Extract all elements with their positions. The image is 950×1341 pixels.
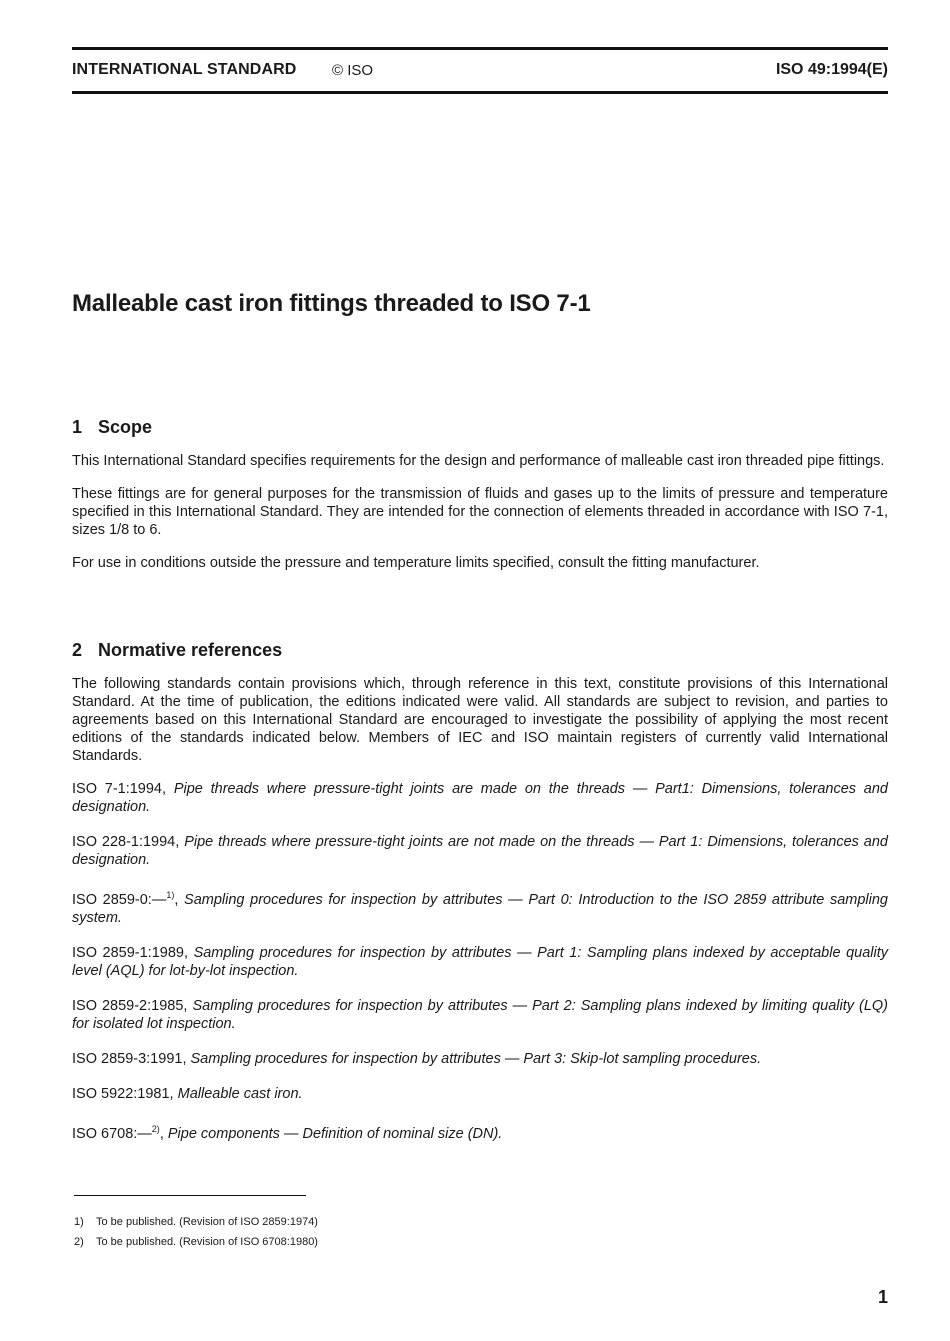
footnote-mark: 2)	[74, 1236, 84, 1248]
reference-title: Sampling procedures for inspection by attributes — Part 0: Introduction to the ISO 2859 attribute sampling system.	[72, 891, 888, 926]
reference-code: ISO 7-1:1994,	[72, 781, 167, 797]
references-intro: The following standards contain provisions which, through reference in this text, constitute provisions of this International Standard. At the time of publication, the editions indicated were valid. All standards are subject to revision, and parties to agreements based on this International Standard are encouraged to investigate the possibility of applying the most recent editions of the standards indicated below. Members of IEC and ISO maintain registers of currently valid International Standards.	[72, 676, 888, 764]
reference-code: ISO 6708:—	[72, 1125, 152, 1142]
reference-code: ISO 228-1:1994,	[72, 834, 180, 850]
section-heading-references	[72, 640, 888, 661]
reference-item	[72, 944, 888, 980]
reference-code: ISO 2859-3:1991,	[72, 1050, 187, 1067]
reference-code: ISO 2859-1:1989,	[72, 944, 188, 961]
reference-item	[72, 997, 888, 1033]
reference-code: ISO 5922:1981,	[72, 1085, 174, 1102]
header-standard-label: INTERNATIONAL STANDARD	[72, 61, 297, 78]
section-number: 1	[72, 417, 83, 437]
footnote-mark: 1)	[74, 1216, 84, 1228]
reference-title: Sampling procedures for inspection by attributes — Part 1: Sampling plans indexed by acceptable quality level (AQL) for lot-by-lot inspection.	[72, 944, 888, 979]
reference-item: ISO 2859-0:—$^{1)}$, Sampling procedures for inspection by attributes — Part 0: Introduction to the ISO 2859 attribute sampling system.	[72, 890, 888, 926]
reference-title: Malleable cast iron.	[177, 1085, 303, 1102]
header-bottom-rule	[72, 91, 888, 94]
document-title: Malleable cast iron fittings threaded to ISO 7-1	[72, 290, 591, 317]
reference-title: Sampling procedures for inspection by attributes — Part 3: Skip-lot sampling procedures.	[190, 1050, 762, 1067]
section-scope	[72, 417, 888, 587]
section-number: 2	[72, 640, 83, 660]
section-normative-references	[72, 640, 888, 1160]
reference-title: Pipe threads where pressure-tight joints are made on the threads — Part1: Dimensions, tolerances and designation.	[72, 781, 888, 815]
header-top-rule	[72, 47, 888, 50]
reference-item	[72, 780, 888, 816]
reference-code: ISO 2859-2:1985,	[72, 997, 188, 1014]
scope-paragraph: This International Standard specifies requirements for the design and performance of malleable cast iron threaded pipe fittings.	[72, 453, 885, 469]
footnote-text: To be published. (Revision of ISO 2859:1974)	[96, 1216, 318, 1228]
reference-title: Sampling procedures for inspection by attributes — Part 2: Sampling plans indexed by limiting quality (LQ) for isolated lot inspection.	[72, 997, 888, 1032]
reference-item	[72, 1085, 888, 1103]
footnote-text: To be published. (Revision of ISO 6708:1980)	[96, 1236, 318, 1248]
section-title: Scope	[98, 417, 153, 437]
header-document-id: ISO 49:1994(E)	[775, 61, 888, 78]
scope-paragraph: These fittings are for general purposes for the transmission of fluids and gases up to the limits of pressure and temperature specified in this International Standard. They are intended for the connection of elements threaded in accordance with ISO 7-1, sizes 1/8 to 6.	[72, 486, 888, 538]
footnote-separator	[74, 1195, 306, 1196]
footnotes	[74, 1212, 318, 1252]
reference-item	[72, 1050, 888, 1068]
reference-item: ISO 6708:—$^{2)}$, Pipe components — Definition of nominal size (DN).	[72, 1123, 503, 1142]
footnote-marker: 2)	[151, 1123, 160, 1134]
footnote-marker: 1)	[166, 890, 175, 900]
header-copyright: © ISO	[332, 62, 374, 79]
section-title: Normative references	[98, 640, 283, 660]
footnote	[74, 1212, 318, 1232]
reference-title: Pipe components — Definition of nominal size (DN).	[167, 1125, 503, 1142]
page-number: 1	[877, 1287, 888, 1307]
reference-code: ISO 2859-0:—	[72, 891, 167, 908]
section-heading-scope	[72, 417, 888, 438]
reference-title: Pipe threads where pressure-tight joints are not made on the threads — Part 1: Dimensions, tolerances and designation.	[72, 834, 888, 868]
footnote	[74, 1232, 318, 1252]
scope-paragraph: For use in conditions outside the pressure and temperature limits specified, consult the fitting manufacturer.	[72, 555, 760, 571]
reference-item	[72, 833, 888, 869]
